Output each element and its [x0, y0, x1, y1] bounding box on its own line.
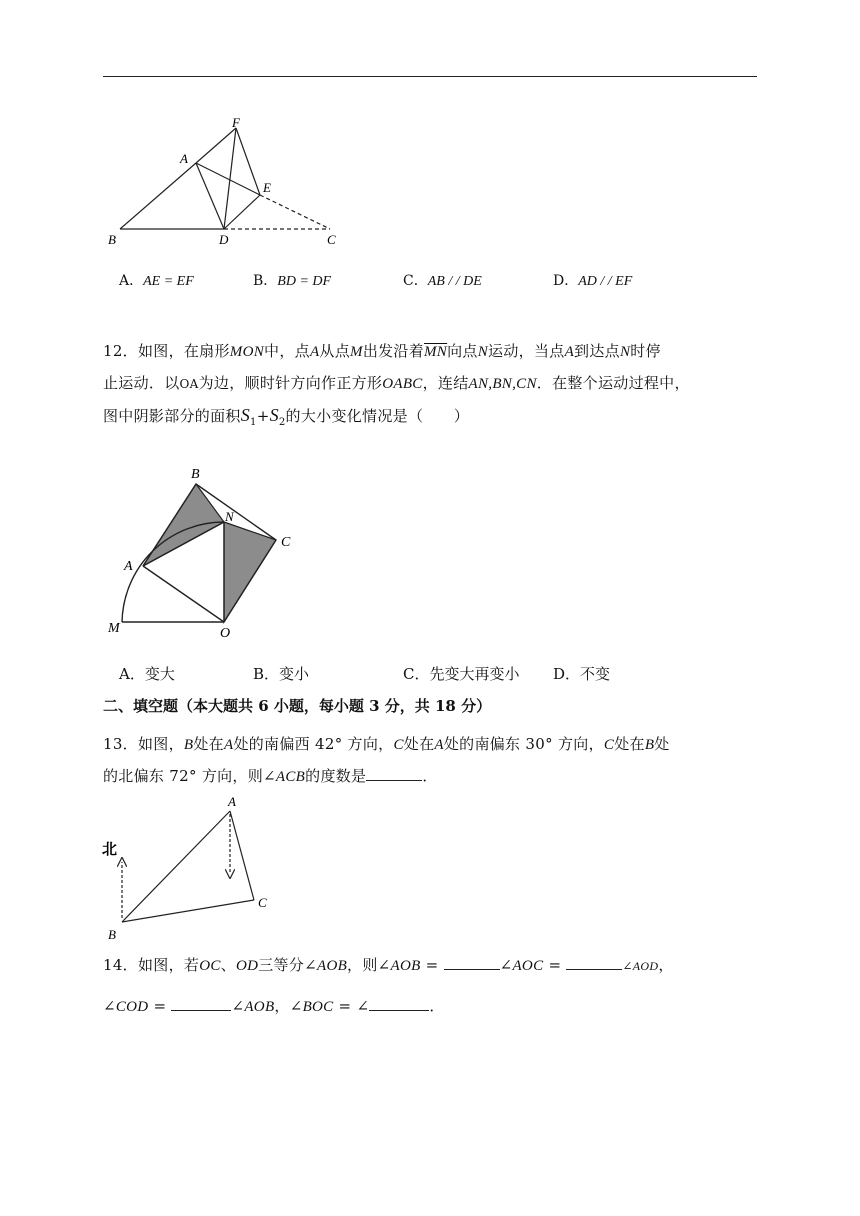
q12-label-A: A	[124, 559, 133, 574]
q12-figure	[100, 460, 310, 642]
q13-line-1: 13．如图，B处在A处的南偏西 42° 方向，C处在A处的南偏东 30° 方向，C处在B处	[103, 735, 670, 753]
q13-line-2: 的北偏东 72° 方向，则∠ACB的度数是 ．	[103, 767, 438, 785]
q11-label-E: E	[263, 180, 271, 195]
q14-line-1: 14．如图，若OC、OD三等分∠AOB，则∠AOB = ∠AOC = ∠AOD，	[103, 956, 674, 974]
q11-option-a[interactable]: A．AE = EF	[119, 273, 194, 289]
q14-blank-2[interactable]	[566, 955, 622, 970]
q12-option-a[interactable]: A．变大	[119, 665, 175, 683]
q11-label-D: D	[219, 232, 229, 247]
q12-option-d[interactable]: D．不变	[553, 665, 611, 683]
q11-label-C: C	[327, 232, 336, 247]
q14-blank-4[interactable]	[369, 996, 429, 1011]
q14-line-2: ∠COD = ∠AOB，∠BOC = ∠ ．	[103, 997, 445, 1015]
q11-figure	[105, 112, 345, 252]
q14-blank-1[interactable]	[444, 955, 500, 970]
q11-option-b[interactable]: B．BD = DF	[253, 273, 332, 289]
q13-north-label: 北	[102, 840, 118, 858]
q12-option-c[interactable]: C．先变大再变小	[403, 665, 520, 683]
q11-label-F: F	[232, 115, 240, 130]
q12-label-C: C	[281, 535, 291, 550]
q13-answer-blank[interactable]	[366, 766, 422, 781]
q13-label-C: C	[258, 895, 267, 910]
q11-option-c[interactable]: C．AB / / DE	[403, 273, 482, 289]
q13-text	[103, 729, 763, 793]
q12-option-b[interactable]: B．变小	[253, 665, 310, 683]
q12-line-1: 12．如图，在扇形MON中，点A从点M出发沿着$\overline{MN}$向点N运动，当点A到达点N时停	[103, 342, 661, 360]
q13-figure	[100, 788, 280, 942]
q13-label-B: B	[108, 927, 116, 942]
q12-line-3: 图中阴影部分的面积$S_1+S_2$的大小变化情况是（ ）	[103, 405, 470, 428]
q12-text	[103, 336, 763, 438]
q11-option-d[interactable]: D．AD / / EF	[553, 273, 633, 289]
q11-label-A: A	[180, 151, 188, 166]
q12-label-M: M	[108, 621, 120, 636]
q14-text	[103, 950, 763, 1023]
q12-label-O: O	[220, 626, 231, 641]
q13-label-A: A	[228, 794, 236, 809]
q12-label-B: B	[191, 467, 200, 482]
header-rule	[103, 76, 757, 77]
q12-line-2: 止运动．以OA为边，顺时针方向作正方形OABC，连结AN,BN,CN．在整个运动过程中，	[103, 374, 690, 392]
q12-label-N: N	[225, 509, 234, 524]
q11-label-B: B	[108, 232, 116, 247]
q14-blank-3[interactable]	[171, 996, 231, 1011]
section-heading: 二、填空题（本大题共 6 小题，每小题 3 分，共 18 分）	[103, 697, 492, 715]
